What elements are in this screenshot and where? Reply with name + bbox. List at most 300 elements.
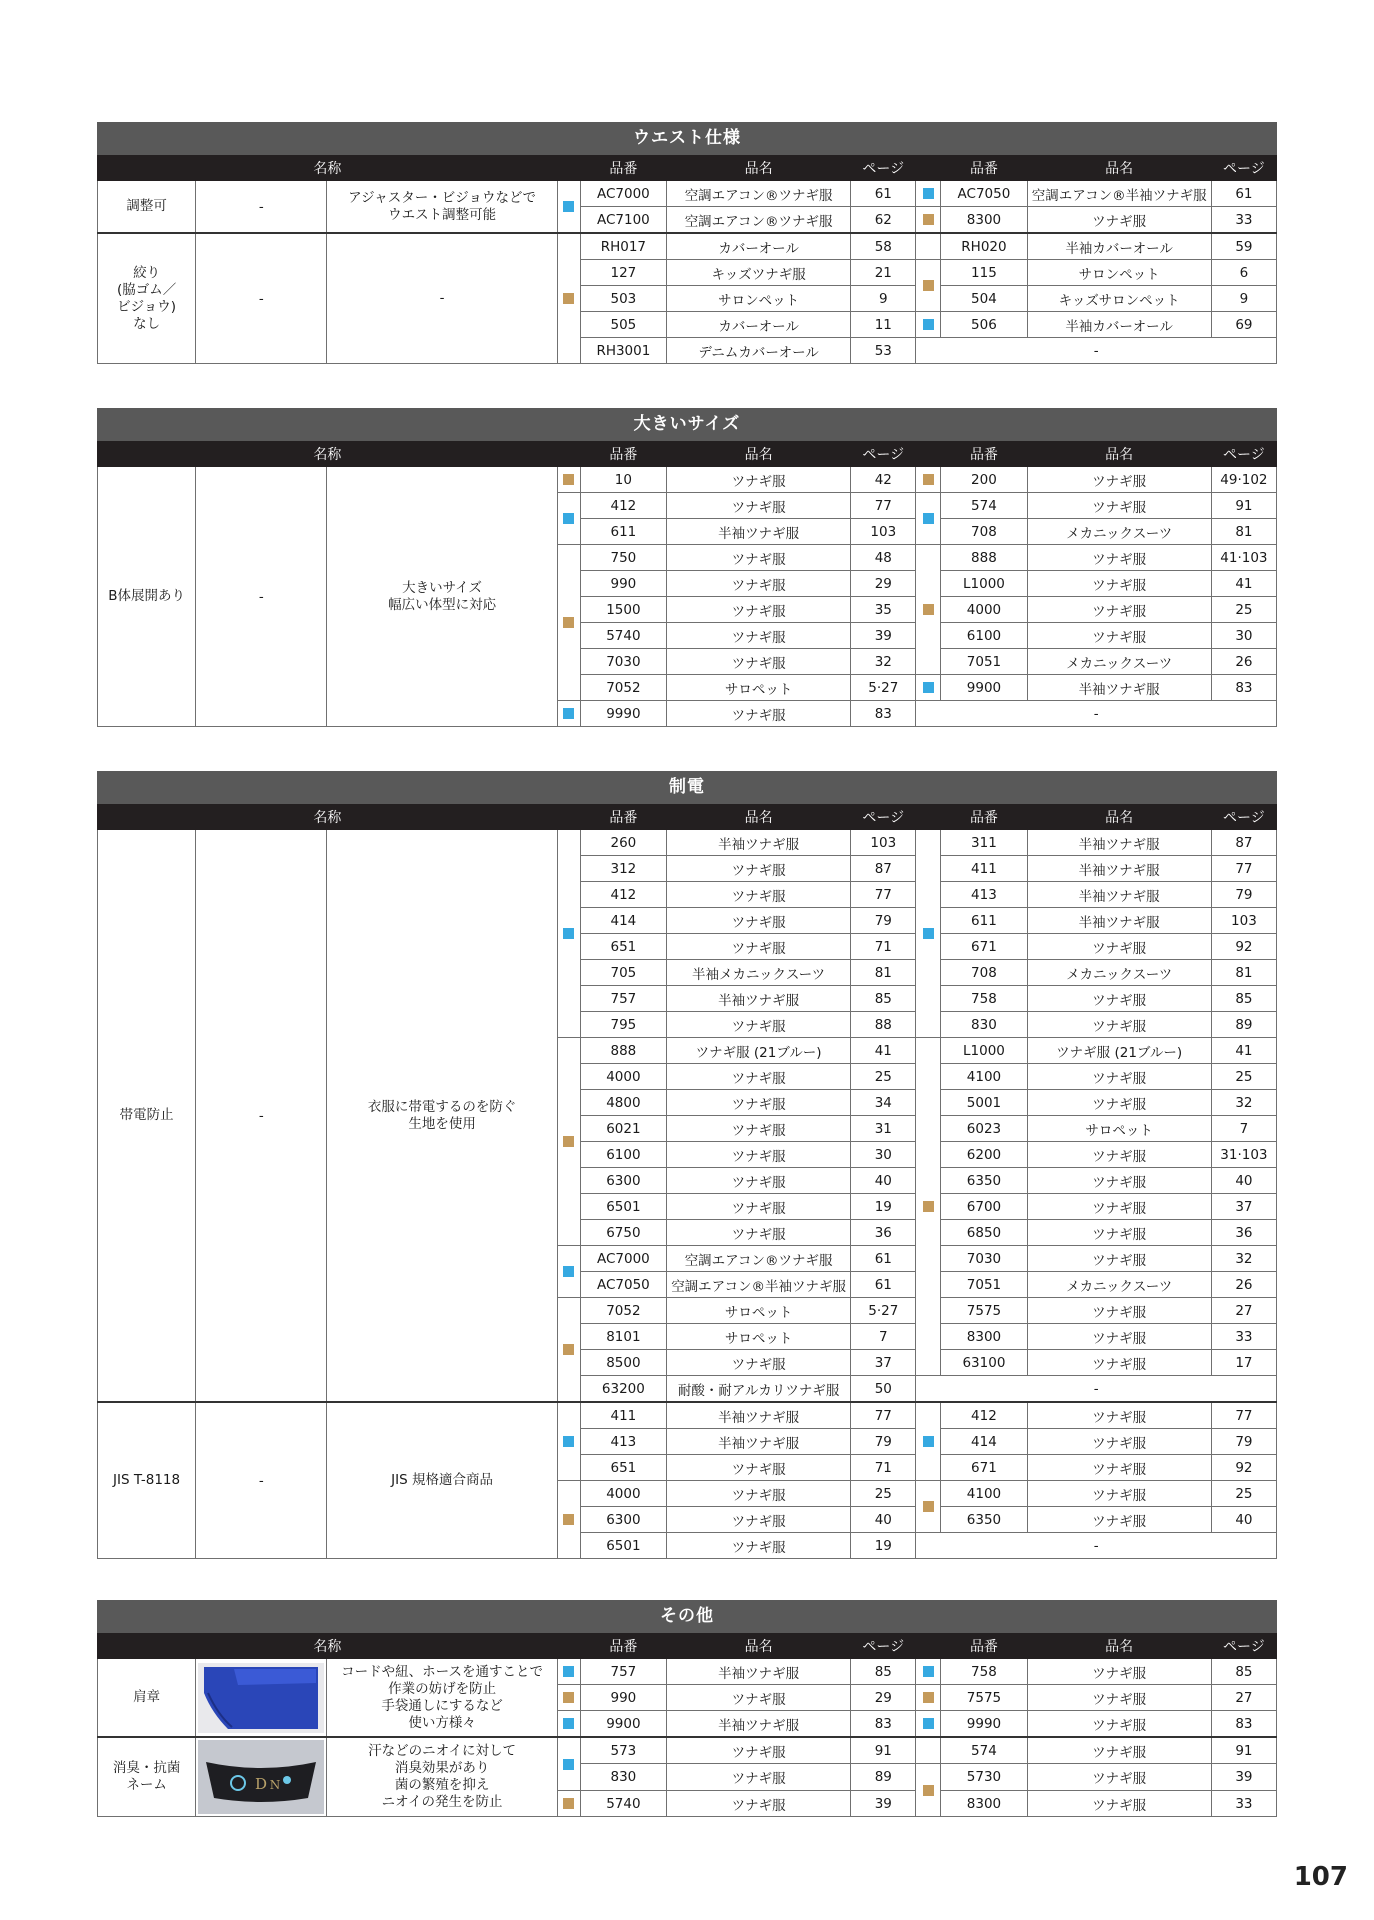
beige-marker-icon [923, 1692, 934, 1703]
product-code: 611 [941, 908, 1027, 934]
beige-marker-icon [563, 1514, 574, 1525]
product-code: 611 [580, 519, 666, 545]
catalog-page: 36 [851, 1220, 916, 1246]
catalog-page: 40 [1211, 1168, 1276, 1194]
catalog-page: 6 [1211, 260, 1276, 286]
product-code: 758 [941, 986, 1027, 1012]
product-code: 505 [580, 312, 666, 338]
description: 汗などのニオイに対して 消臭効果があり 菌の繁殖を抑え ニオイの発生を防止 [327, 1737, 557, 1817]
catalog-page: 69 [1211, 312, 1276, 338]
catalog-page: 7 [1211, 1116, 1276, 1142]
product-name: 半袖ツナギ服 [666, 830, 850, 856]
category-label: 帯電防止 [98, 830, 196, 1403]
product-name: ツナギ服 [666, 1791, 850, 1817]
product-code: RH017 [580, 233, 666, 260]
blue-marker-icon [563, 1436, 574, 1447]
series-marker [916, 260, 941, 312]
table-row [98, 1402, 1277, 1429]
catalog-page: 103 [851, 830, 916, 856]
product-name: ツナギ服 (21ブルー) [666, 1038, 850, 1064]
product-name: ツナギ服 [666, 1764, 850, 1791]
table-row [98, 181, 1277, 207]
category-label: 調整可 [98, 181, 196, 234]
product-code: 4800 [580, 1090, 666, 1116]
beige-marker-icon [923, 474, 934, 485]
series-marker [916, 830, 941, 1038]
product-code: 8300 [941, 1791, 1027, 1817]
product-code: 504 [941, 286, 1027, 312]
dash-cell: - [916, 701, 1277, 727]
product-name: ツナギ服 [1027, 1064, 1211, 1090]
product-name: ツナギ服 [666, 545, 850, 571]
product-name: 空調エアコン®半袖ツナギ服 [666, 1272, 850, 1298]
product-code: 757 [580, 986, 666, 1012]
catalog-page: 81 [1211, 519, 1276, 545]
product-name: ツナギ服 [666, 1064, 850, 1090]
catalog-page: 83 [851, 701, 916, 727]
series-marker [916, 1685, 941, 1711]
catalog-page: 89 [1211, 1012, 1276, 1038]
catalog-page: 91 [1211, 1737, 1276, 1764]
catalog-page: 58 [851, 233, 916, 260]
product-code: 503 [580, 286, 666, 312]
catalog-page: 7 [851, 1324, 916, 1350]
product-name: 半袖メカニックスーツ [666, 960, 850, 986]
product-name: 半袖ツナギ服 [1027, 908, 1211, 934]
dash-cell: - [916, 1376, 1277, 1403]
product-code: 412 [580, 493, 666, 519]
section-title: 制電 [97, 771, 1277, 804]
catalog-page: 92 [1211, 934, 1276, 960]
product-name: ツナギ服 [1027, 1324, 1211, 1350]
series-marker [557, 1737, 580, 1791]
section-title: その他 [97, 1600, 1277, 1633]
catalog-page: 88 [851, 1012, 916, 1038]
product-name: ツナギ服 [1027, 986, 1211, 1012]
blue-marker-icon [563, 1759, 574, 1770]
product-name: 空調エアコン®ツナギ服 [666, 181, 850, 207]
product-code: 9900 [941, 675, 1027, 701]
product-name: 空調エアコン®ツナギ服 [666, 1246, 850, 1272]
catalog-page: 25 [851, 1064, 916, 1090]
product-code: 5740 [580, 1791, 666, 1817]
dash-cell: - [196, 1402, 327, 1559]
product-name: ツナギ服 [1027, 545, 1211, 571]
product-code: AC7050 [580, 1272, 666, 1298]
product-name: ツナギ服 [666, 571, 850, 597]
product-name: ツナギ服 [666, 1481, 850, 1507]
product-code: 10 [580, 467, 666, 493]
waist-table [97, 155, 1277, 364]
product-code: 830 [580, 1764, 666, 1791]
catalog-page: 25 [851, 1481, 916, 1507]
catalog-page: 77 [851, 882, 916, 908]
blue-marker-icon [923, 1718, 934, 1729]
catalog-page: 50 [851, 1376, 916, 1403]
product-code: 6700 [941, 1194, 1027, 1220]
product-code: 9990 [580, 701, 666, 727]
product-code: 7051 [941, 1272, 1027, 1298]
product-code: AC7050 [941, 181, 1027, 207]
beige-marker-icon [563, 1798, 574, 1809]
catalog-page: 40 [851, 1168, 916, 1194]
catalog-page: 62 [851, 207, 916, 234]
product-code: 414 [580, 908, 666, 934]
product-code: AC7000 [580, 1246, 666, 1272]
product-code: 750 [580, 545, 666, 571]
catalog-page: 21 [851, 260, 916, 286]
catalog-page: 30 [1211, 623, 1276, 649]
series-marker [916, 1711, 941, 1738]
catalog-page: 48 [851, 545, 916, 571]
blue-marker-icon [563, 1718, 574, 1729]
product-code: 5740 [580, 623, 666, 649]
other-section [97, 1600, 1277, 1817]
catalog-page: 42 [851, 467, 916, 493]
product-name: ツナギ服 [1027, 1194, 1211, 1220]
blue-marker-icon [563, 928, 574, 939]
product-name: 空調エアコン®半袖ツナギ服 [1027, 181, 1211, 207]
catalog-page: 36 [1211, 1220, 1276, 1246]
product-name: キッズツナギ服 [666, 260, 850, 286]
series-marker [557, 493, 580, 545]
catalog-page: 103 [1211, 908, 1276, 934]
product-code: 6023 [941, 1116, 1027, 1142]
product-code: 573 [580, 1737, 666, 1764]
header-row: 名称 品番 品名 ページ 品番 品名 ページ [98, 442, 1277, 467]
catalog-page: 77 [1211, 1402, 1276, 1429]
product-code: 200 [941, 467, 1027, 493]
product-name: ツナギ服 [666, 1012, 850, 1038]
product-code: 4000 [580, 1064, 666, 1090]
description: - [327, 233, 557, 364]
catalog-page: 39 [851, 623, 916, 649]
table-row [98, 1659, 1277, 1685]
catalog-page: 25 [1211, 597, 1276, 623]
product-code: 7051 [941, 649, 1027, 675]
product-code: 63100 [941, 1350, 1027, 1376]
antistatic-section [97, 771, 1277, 1559]
catalog-page: 40 [851, 1507, 916, 1533]
catalog-page: 83 [1211, 675, 1276, 701]
product-name: ツナギ服 [666, 701, 850, 727]
product-name: ツナギ服 [1027, 1685, 1211, 1711]
waist-section [97, 122, 1277, 364]
description: コードや紐、ホースを通すことで 作業の妨げを防止 手袋通しにするなど 使い方様々 [327, 1659, 557, 1738]
product-name: ツナギ服 [1027, 1481, 1211, 1507]
product-name: サロペット [666, 1324, 850, 1350]
description: 大きいサイズ 幅広い体型に対応 [327, 467, 557, 727]
product-code: 6100 [941, 623, 1027, 649]
product-name: ツナギ服 [1027, 1168, 1211, 1194]
product-name: ツナギ服 [1027, 1220, 1211, 1246]
catalog-page: 61 [851, 181, 916, 207]
product-code: 413 [941, 882, 1027, 908]
catalog-page: 49·102 [1211, 467, 1276, 493]
product-code: 312 [580, 856, 666, 882]
feature-photo [196, 1659, 327, 1738]
catalog-page: 61 [1211, 181, 1276, 207]
product-name: サロンペット [1027, 260, 1211, 286]
catalog-page: 9 [851, 286, 916, 312]
blue-marker-icon [923, 319, 934, 330]
product-code: 6100 [580, 1142, 666, 1168]
series-marker [916, 233, 941, 260]
series-marker [916, 1038, 941, 1376]
product-code: 506 [941, 312, 1027, 338]
product-name: ツナギ服 [1027, 1429, 1211, 1455]
catalog-page: 19 [851, 1194, 916, 1220]
series-marker [557, 1298, 580, 1403]
product-code: 311 [941, 830, 1027, 856]
series-marker [557, 1402, 580, 1481]
product-name: ツナギ服 [666, 1455, 850, 1481]
category-label: 消臭・抗菌 ネーム [98, 1737, 196, 1817]
product-name: 半袖ツナギ服 [666, 1711, 850, 1738]
product-name: ツナギ服 [666, 1116, 850, 1142]
catalog-page: 17 [1211, 1350, 1276, 1376]
section-title: 大きいサイズ [97, 408, 1277, 441]
catalog-page: 79 [851, 1429, 916, 1455]
product-name: 半袖ツナギ服 [1027, 856, 1211, 882]
product-code: 7575 [941, 1298, 1027, 1324]
series-marker [557, 701, 580, 727]
catalog-page: 33 [1211, 207, 1276, 234]
catalog-page: 9 [1211, 286, 1276, 312]
product-code: 8300 [941, 207, 1027, 234]
product-name: ツナギ服 [666, 1737, 850, 1764]
beige-marker-icon [923, 1201, 934, 1212]
catalog-page: 5·27 [851, 675, 916, 701]
product-code: 671 [941, 1455, 1027, 1481]
product-name: ツナギ服 [1027, 934, 1211, 960]
product-code: 8300 [941, 1324, 1027, 1350]
series-marker [557, 467, 580, 493]
product-code: 705 [580, 960, 666, 986]
series-marker [916, 1764, 941, 1817]
catalog-page: 26 [1211, 1272, 1276, 1298]
product-code: 4100 [941, 1481, 1027, 1507]
product-code: 8500 [580, 1350, 666, 1376]
catalog-page: 59 [1211, 233, 1276, 260]
beige-marker-icon [563, 617, 574, 628]
catalog-page: 37 [1211, 1194, 1276, 1220]
catalog-page: 29 [851, 571, 916, 597]
catalog-page: 71 [851, 1455, 916, 1481]
product-code: 6850 [941, 1220, 1027, 1246]
product-name: サロペット [666, 1298, 850, 1324]
product-name: ツナギ服 [666, 597, 850, 623]
product-code: 6501 [580, 1533, 666, 1559]
series-marker [557, 233, 580, 364]
product-code: 63200 [580, 1376, 666, 1403]
catalog-page: 26 [1211, 649, 1276, 675]
product-name: ツナギ服 [1027, 1764, 1211, 1791]
product-code: RH020 [941, 233, 1027, 260]
catalog-page: 34 [851, 1090, 916, 1116]
product-name: ツナギ服 [666, 1685, 850, 1711]
product-code: 6021 [580, 1116, 666, 1142]
feature-photo [196, 1737, 327, 1817]
catalog-page: 41 [1211, 1038, 1276, 1064]
product-name: 半袖カバーオール [1027, 233, 1211, 260]
catalog-page: 85 [1211, 1659, 1276, 1685]
product-name: ツナギ服 [1027, 467, 1211, 493]
catalog-page: 85 [851, 1659, 916, 1685]
blue-marker-icon [563, 513, 574, 524]
series-marker [557, 1659, 580, 1685]
product-code: 412 [580, 882, 666, 908]
large-size-section [97, 408, 1277, 727]
product-code: 411 [941, 856, 1027, 882]
product-name: ツナギ服 [1027, 1246, 1211, 1272]
category-label: 絞り (脇ゴム／ ビジョウ) なし [98, 233, 196, 364]
catalog-page: 91 [851, 1737, 916, 1764]
catalog-page: 71 [851, 934, 916, 960]
product-code: 9990 [941, 1711, 1027, 1738]
product-name: 半袖ツナギ服 [666, 1402, 850, 1429]
beige-marker-icon [563, 474, 574, 485]
product-name: カバーオール [666, 312, 850, 338]
catalog-page: 31 [851, 1116, 916, 1142]
product-code: 414 [941, 1429, 1027, 1455]
catalog-page: 61 [851, 1246, 916, 1272]
product-code: 574 [941, 1737, 1027, 1764]
catalog-page: 85 [1211, 986, 1276, 1012]
product-name: 半袖ツナギ服 [666, 1429, 850, 1455]
product-name: ツナギ服 [666, 908, 850, 934]
product-code: 1500 [580, 597, 666, 623]
series-marker [916, 545, 941, 675]
product-name: 耐酸・耐アルカリツナギ服 [666, 1376, 850, 1403]
catalog-page: 33 [1211, 1324, 1276, 1350]
product-code: 757 [580, 1659, 666, 1685]
catalog-page: 89 [851, 1764, 916, 1791]
product-code: 9900 [580, 1711, 666, 1738]
header-row: 名称 品番 品名 ページ 品番 品名 ページ [98, 156, 1277, 181]
catalog-page: 25 [1211, 1064, 1276, 1090]
product-name: ツナギ服 [1027, 1298, 1211, 1324]
catalog-page: 31·103 [1211, 1142, 1276, 1168]
dash-cell: - [196, 830, 327, 1403]
beige-marker-icon [923, 280, 934, 291]
product-code: 708 [941, 960, 1027, 986]
catalog-page: 91 [1211, 493, 1276, 519]
table-row [98, 233, 1277, 260]
product-code: 4000 [580, 1481, 666, 1507]
catalog-page: 83 [1211, 1711, 1276, 1738]
product-name: ツナギ服 [1027, 571, 1211, 597]
series-marker [916, 1402, 941, 1481]
series-marker [557, 545, 580, 701]
beige-marker-icon [563, 1344, 574, 1355]
product-code: 6501 [580, 1194, 666, 1220]
product-name: ツナギ服 [1027, 1659, 1211, 1685]
description: 衣服に帯電するのを防ぐ 生地を使用 [327, 830, 557, 1403]
product-code: 115 [941, 260, 1027, 286]
product-name: ツナギ服 [1027, 1711, 1211, 1738]
product-name: ツナギ服 [1027, 493, 1211, 519]
catalog-page: 87 [1211, 830, 1276, 856]
blue-marker-icon [923, 188, 934, 199]
series-marker [916, 493, 941, 545]
page-number: 107 [1293, 1862, 1348, 1892]
beige-marker-icon [923, 1785, 934, 1796]
blue-marker-icon [923, 682, 934, 693]
product-name: ツナギ服 (21ブルー) [1027, 1038, 1211, 1064]
product-code: AC7100 [580, 207, 666, 234]
product-name: デニムカバーオール [666, 338, 850, 364]
product-name: ツナギ服 [666, 1090, 850, 1116]
product-name: ツナギ服 [666, 882, 850, 908]
category-label: JIS T-8118 [98, 1402, 196, 1559]
series-marker [916, 675, 941, 701]
product-name: サロンペット [666, 286, 850, 312]
product-name: 半袖ツナギ服 [666, 986, 850, 1012]
product-name: ツナギ服 [666, 1142, 850, 1168]
product-name: 半袖ツナギ服 [1027, 830, 1211, 856]
dash-cell: - [196, 181, 327, 234]
product-code: 574 [941, 493, 1027, 519]
product-name: メカニックスーツ [1027, 1272, 1211, 1298]
catalog-page: 32 [851, 649, 916, 675]
product-code: 7030 [580, 649, 666, 675]
product-name: ツナギ服 [1027, 1142, 1211, 1168]
blue-marker-icon [563, 1666, 574, 1677]
svg-text:D: D [255, 1775, 268, 1793]
catalog-page: 85 [851, 986, 916, 1012]
beige-marker-icon [923, 1501, 934, 1512]
product-code: 4100 [941, 1064, 1027, 1090]
product-code: 795 [580, 1012, 666, 1038]
catalog-page: 77 [851, 493, 916, 519]
product-code: 671 [941, 934, 1027, 960]
section-title: ウエスト仕様 [97, 122, 1277, 155]
product-name: 半袖ツナギ服 [666, 1659, 850, 1685]
product-code: L1000 [941, 1038, 1027, 1064]
product-code: 7052 [580, 1298, 666, 1324]
product-code: 990 [580, 1685, 666, 1711]
dash-cell: - [196, 233, 327, 364]
catalog-page: 27 [1211, 1685, 1276, 1711]
product-name: ツナギ服 [1027, 1350, 1211, 1376]
other-table [97, 1633, 1277, 1817]
product-name: ツナギ服 [1027, 597, 1211, 623]
catalog-page: 79 [1211, 882, 1276, 908]
blue-marker-icon [563, 1266, 574, 1277]
product-name: ツナギ服 [1027, 1012, 1211, 1038]
product-code: 4000 [941, 597, 1027, 623]
table-row [98, 830, 1277, 856]
product-name: メカニックスーツ [1027, 649, 1211, 675]
product-name: 空調エアコン®ツナギ服 [666, 207, 850, 234]
product-name: ツナギ服 [666, 467, 850, 493]
catalog-page: 53 [851, 338, 916, 364]
product-code: 5001 [941, 1090, 1027, 1116]
table-row [98, 467, 1277, 493]
series-marker [916, 467, 941, 493]
beige-marker-icon [563, 1136, 574, 1147]
product-name: ツナギ服 [1027, 207, 1211, 234]
catalog-page: 81 [1211, 960, 1276, 986]
series-marker [557, 1481, 580, 1559]
catalog-page: 79 [1211, 1429, 1276, 1455]
series-marker [916, 207, 941, 234]
product-name: ツナギ服 [666, 1507, 850, 1533]
product-code: 8101 [580, 1324, 666, 1350]
product-name: ツナギ服 [1027, 1791, 1211, 1817]
catalog-page: 39 [1211, 1764, 1276, 1791]
